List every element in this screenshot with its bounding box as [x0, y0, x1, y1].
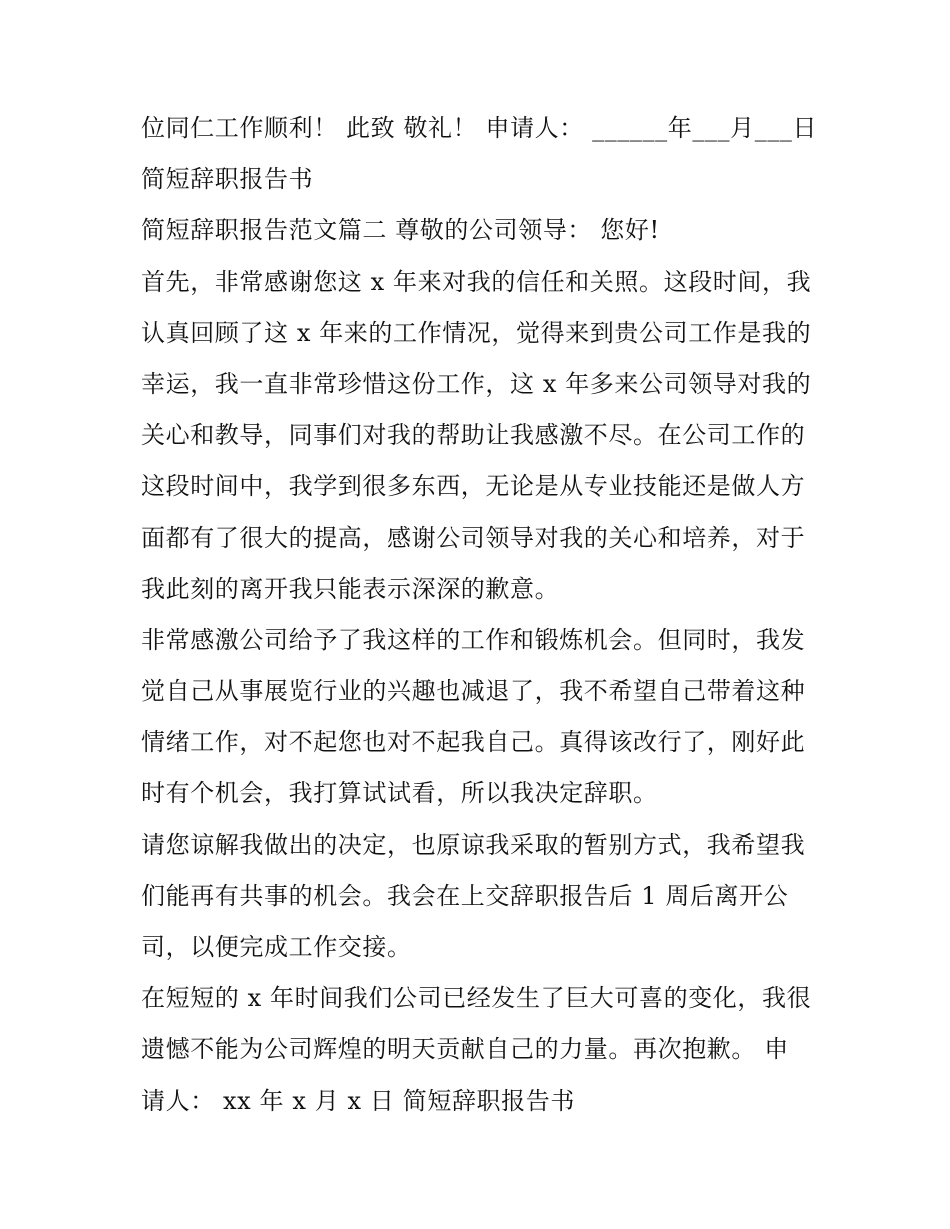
text-line: 关心和教导，同事们对我的帮助让我感激不尽。在公司工作的	[141, 421, 806, 450]
text-line: 非常感激公司给予了我这样的工作和锻炼机会。但同时，我发	[141, 625, 806, 654]
text-line: 在短短的 x 年时间我们公司已经发生了巨大可喜的变化，我很	[141, 984, 812, 1013]
text-line: 请您谅解我做出的决定，也原谅我采取的暂别方式，我希望我	[141, 830, 806, 859]
text-line: 位同仁工作顺利！ 此致 敬礼！ 申请人： ______年___月___日	[141, 114, 818, 142]
text-line: 请人： xx 年 x 月 x 日 简短辞职报告书	[141, 1086, 575, 1115]
text-line: 我此刻的离开我只能表示深深的歉意。	[141, 574, 560, 603]
text-line: 觉自己从事展览行业的兴趣也减退了，我不希望自己带着这种	[141, 677, 806, 706]
text-line: 认真回顾了这 x 年来的工作情况，觉得来到贵公司工作是我的	[141, 318, 812, 347]
text-line: 情绪工作，对不起您也对不起我自己。真得该改行了，刚好此	[141, 728, 806, 757]
text-line: 这段时间中，我学到很多东西，无论是从专业技能还是做人方	[141, 472, 806, 501]
text-line: 简短辞职报告书	[141, 165, 314, 194]
text-line: 幸运，我一直非常珍惜这份工作，这 x 年多来公司领导对我的	[141, 369, 812, 398]
text-line: 司，以便完成工作交接。	[141, 933, 412, 961]
text-line: 面都有了很大的提高，感谢公司领导对我的关心和培养，对于	[141, 523, 806, 552]
text-line: 简短辞职报告范文篇二 尊敬的公司领导： 您好!	[141, 216, 660, 245]
text-line: 首先，非常感谢您这 x 年来对我的信任和关照。这段时间，我	[141, 267, 812, 296]
document-body	[141, 103, 821, 1127]
text-line: 时有个机会，我打算试试看，所以我决定辞职。	[141, 779, 658, 808]
text-line: 遗憾不能为公司辉煌的明天贡献自己的力量。再次抱歉。 申	[141, 1035, 789, 1064]
text-line: 们能再有共事的机会。我会在上交辞职报告后 1 周后离开公	[141, 881, 789, 910]
